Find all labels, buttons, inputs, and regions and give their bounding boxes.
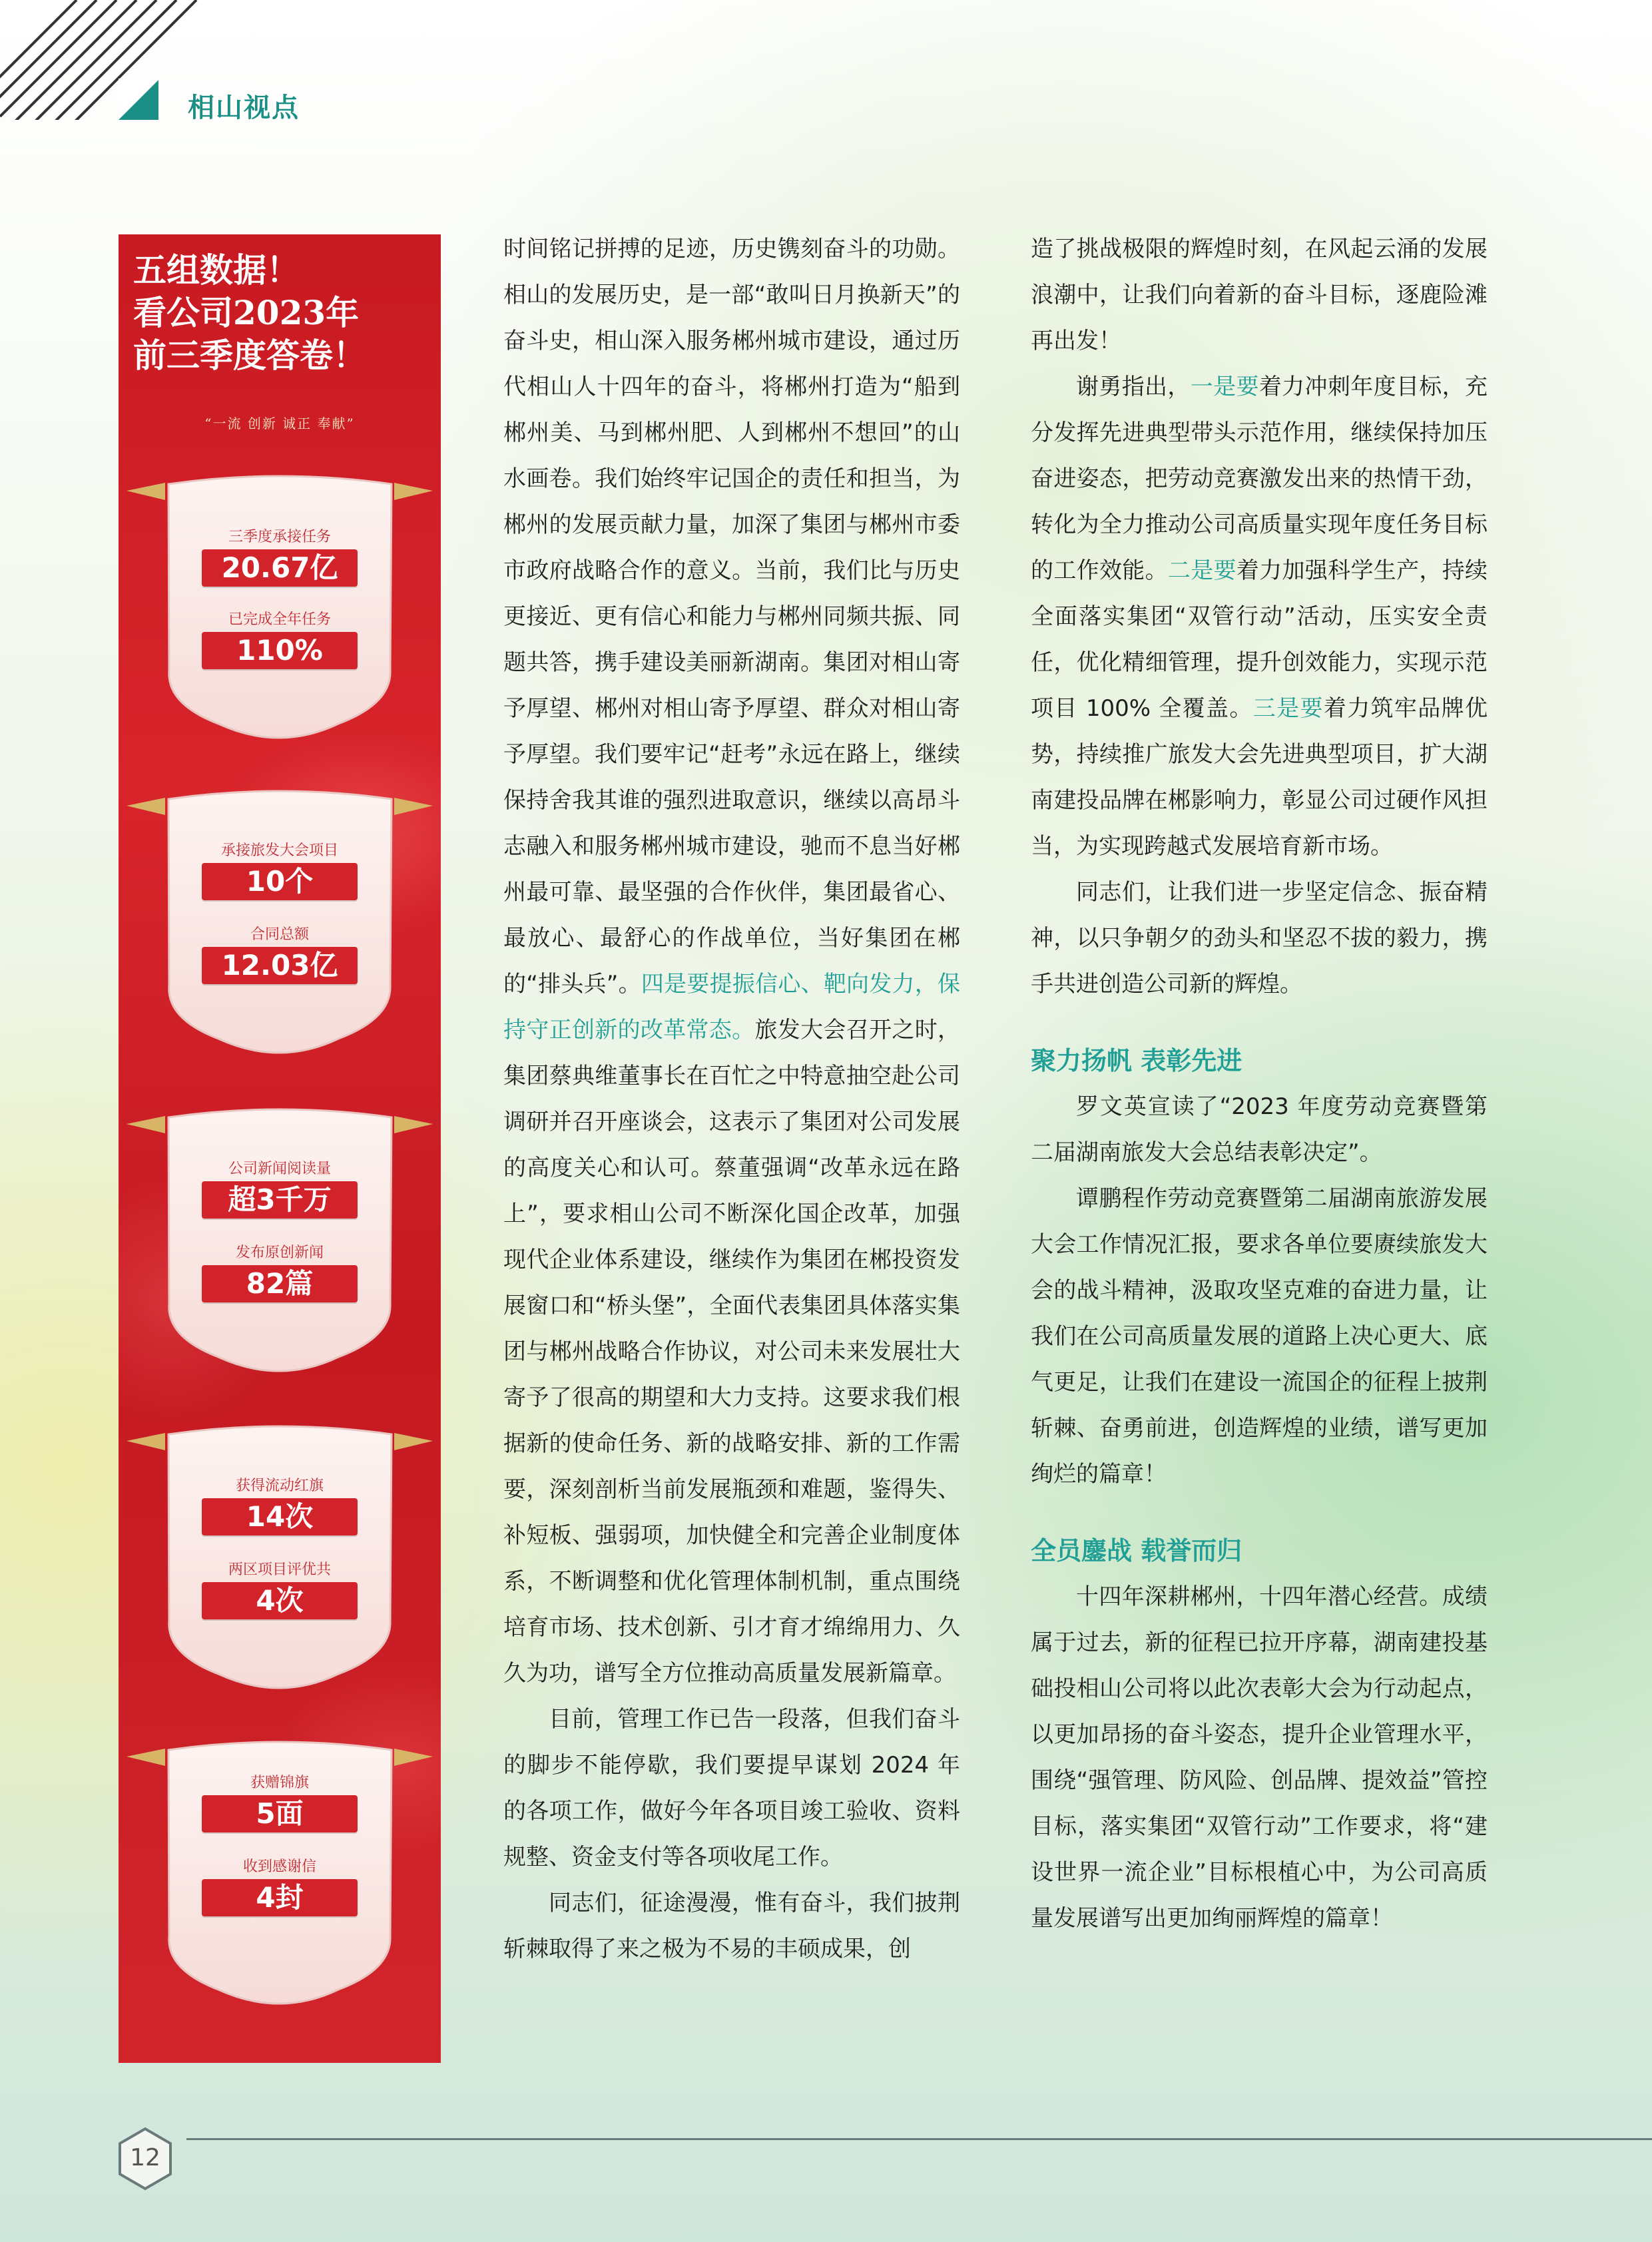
body-paragraph: 同志们，征途漫漫，惟有奋斗，我们披荆斩棘取得了来之极为不易的丰硕成果，创 (503, 1890, 960, 1962)
panel-value: 20.67亿 (202, 549, 358, 587)
panel-label: 两区项目评优共 (228, 1561, 331, 1578)
panel-value: 10个 (202, 863, 358, 900)
paragraph-text: 谢勇指出， (1076, 374, 1191, 400)
article-column-2 (1031, 226, 1488, 1942)
body-paragraph: 目前，管理工作已告一段落，但我们奋斗的脚步不能停歇，我们要提早谋划 2024 年的各项工作，做好今年各项目竣工验收、资料规整、资金支付等各项收尾工作。 (503, 1706, 960, 1870)
highlight-text: 一是要 (1190, 374, 1259, 400)
highlight-text: 二是要 (1167, 557, 1237, 584)
section-tag: 相山视点 (188, 93, 300, 123)
panel-value: 超3千万 (202, 1181, 358, 1219)
paragraph-text: 着力加强科学生产，持续全面落实集团“双管行动”活动，压实安全责任，优化精细管理，提升创效能力，实现示范项目 100% 全覆盖。 (1031, 557, 1488, 722)
paragraph-text: 着力冲刺年度目标，充分发挥先进典型带头示范作用，继续保持加压奋进姿态，把劳动竞赛激发出来的热情干劲，转化为全力推动公司高质量实现年度任务目标的工作效能。 (1031, 374, 1488, 584)
body-paragraph: 谭鹏程作劳动竞赛暨第二届湖南旅游发展大会工作情况汇报，要求各单位要赓续旅发大会的战斗精神，汲取攻坚克难的奋进力量，让我们在公司高质量发展的道路上决心更大、底气更足，让我们在建设一流国企的征程上披荆斩棘、奋勇前进，创造辉煌的业绩，谱写更加绚烂的篇章！ (1031, 1185, 1488, 1488)
panel-value: 5面 (202, 1795, 358, 1832)
paragraph-text: 时间铭记拼搏的足迹，历史镌刻奋斗的功勋。相山的发展历史，是一部“敢叫日月换新天”的奋斗史，相山深入服务郴州城市建设，通过历代相山人十四年的奋斗，将郴州打造为“船到郴州美、马到郴州肥、人到郴州不想回”的山水画卷。我们始终牢记国企的责任和担当，为郴州的发展贡献力量，加深了集团与郴州市委市政府战略合作的意义。当前，我们比与历史更接近、更有信心和能力与郴州同频共振、同题共答，携手建设美丽新湖南。集团对相山寄予厚望、郴州对相山寄予厚望、群众对相山寄予厚望。我们要牢记“赶考”永远在路上，继续保持舍我其谁的强烈进取意识，继续以高昂斗志融入和服务郴州城市建设，驰而不息当好郴州最可靠、最坚强的合作伙伴，集团最省心、最放心、最舒心的作战单位，当好集团在郴的“排头兵”。 (503, 236, 960, 997)
body-paragraph: 罗文英宣读了“2023 年度劳动竞赛暨第二届湖南旅发大会总结表彰决定”。 (1031, 1093, 1488, 1166)
data-panel (119, 786, 441, 1072)
panel-label: 收到感谢信 (242, 1858, 316, 1875)
panel-value: 4次 (202, 1582, 358, 1619)
panel-label: 获得流动红旗 (235, 1478, 324, 1494)
highlight-text: 四是要提振信心、靶向发力，保持守正创新的改革常态。 (503, 971, 961, 1043)
infographic-title (133, 249, 426, 377)
panel-label: 三季度承接任务 (228, 529, 331, 545)
panel-value: 4封 (202, 1879, 358, 1916)
article-column-1 (503, 226, 960, 1972)
data-panel (119, 1104, 441, 1390)
body-paragraph: 十四年深耕郴州，十四年潜心经营。成绩属于过去，新的征程已拉开序幕，湖南建投基础投相山公司将以此次表彰大会为行动起点，以更加昂扬的奋斗姿态，提升企业管理水平，围绕“强管理、防风险、创品牌、提效益”管控目标，落实集团“双管行动”工作要求，将“建设世界一流企业”目标根植心中，为公司高质量发展谱写出更加绚丽辉煌的篇章！ (1031, 1583, 1488, 1932)
page-number: 12 (130, 2144, 160, 2171)
body-paragraph: 造了挑战极限的辉煌时刻，在风起云涌的发展浪潮中，让我们向着新的奋斗目标，逐鹿险滩再出发！ (1031, 236, 1488, 354)
footer-rule (186, 2138, 1652, 2140)
infographic-title-line: 五组数据！ (133, 250, 300, 290)
panel-label: 获赠锦旗 (250, 1775, 309, 1791)
section-heading: 聚力扬帆 表彰先进 (1031, 1046, 1242, 1075)
data-panel (119, 1421, 441, 1707)
panel-label: 发布原创新闻 (235, 1245, 324, 1261)
infographic-slogan: “一流 创新 诚正 奉献” (204, 416, 355, 431)
highlight-text: 三是要 (1252, 695, 1324, 722)
panel-label: 承接旅发大会项目 (220, 842, 338, 859)
panel-label: 公司新闻阅读量 (228, 1161, 331, 1177)
body-paragraph (1031, 364, 1488, 870)
panel-value: 82篇 (202, 1265, 358, 1302)
panel-label: 合同总额 (250, 926, 309, 943)
panel-value: 110% (202, 632, 358, 669)
data-panel (119, 1737, 441, 2023)
infographic-title-line: 前三季度答卷！ (133, 336, 366, 375)
panel-label: 已完成全年任务 (228, 611, 331, 628)
panel-value: 12.03亿 (202, 947, 358, 984)
paragraph-text: 着力筑牢品牌优势，持续推广旅发大会先进典型项目，扩大湖南建投品牌在郴影响力，彰显公司过硬作风担当，为实现跨越式发展培育新市场。 (1031, 695, 1488, 860)
paragraph-text: 旅发大会召开之时，集团蔡典维董事长在百忙之中特意抽空赴公司调研并召开座谈会，这表示了集团对公司发展的高度关心和认可。蔡董强调“改革永远在路上”，要求相山公司不断深化国企改革，加强现代企业体系建设，继续作为集团在郴投资发展窗口和“桥头堡”，全面代表集团具体落实集团与郴州战略合作协议，对公司未来发展壮大寄予了很高的期望和大力支持。这要求我们根据新的使命任务、新的战略安排、新的工作需要，深刻剖析当前发展瓶颈和难题，鉴得失、补短板、强弱项，加快健全和完善企业制度体系，不断调整和优化管理体制机制，重点围绕培育市场、技术创新、引才育才绵绵用力、久久为功，谱写全方位推动高质量发展新篇章。 (503, 1017, 961, 1687)
body-paragraph: 同志们，让我们进一步坚定信念、振奋精神，以只争朝夕的劲头和坚忍不拔的毅力，携手共进创造公司新的辉煌。 (1031, 879, 1488, 997)
body-paragraph (503, 226, 960, 1697)
panel-value: 14次 (202, 1498, 358, 1536)
data-infographic (119, 234, 441, 2063)
corner-hatch-decoration (0, 0, 200, 120)
infographic-title-line: 看公司2023年 (133, 293, 360, 332)
data-panel (119, 471, 441, 757)
section-heading: 全员鏖战 载誉而归 (1031, 1536, 1242, 1565)
